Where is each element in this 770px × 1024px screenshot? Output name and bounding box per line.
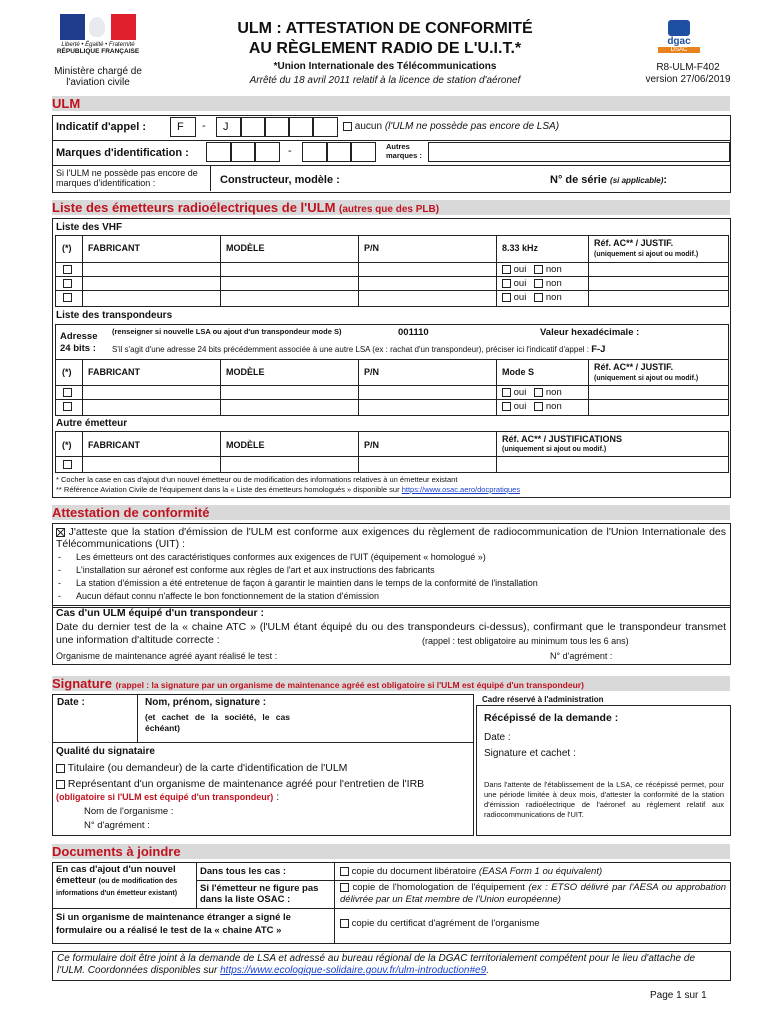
marques-box-2[interactable] [230, 142, 256, 162]
indicatif-box-5[interactable] [288, 117, 314, 137]
vhf-row-1 [63, 264, 72, 274]
recepisse-label: Récépissé de la demande : [484, 712, 619, 724]
vhf-row-3-checkbox[interactable] [63, 293, 72, 302]
indicatif-box-j[interactable]: J [216, 117, 242, 137]
footnote-2: ** Référence Aviation Civile de l'équipement dans la « Liste des émetteurs homologués » disponible sur https://www.osac.aero/docpratiques [56, 485, 521, 494]
marques-label: Marques d'identification : [56, 147, 189, 159]
vhf-row-3-non[interactable] [534, 293, 543, 302]
transp-row-1-checkbox[interactable] [63, 388, 72, 397]
valeur-hex-label: Valeur hexadécimale : [540, 327, 640, 338]
attestation-bullet-4: - Aucun défaut connu n'affecte le bon fonctionnement de la station d'émission [58, 591, 379, 601]
transp-row-1-modes: oui non [502, 387, 562, 398]
doc3-checkbox[interactable] [340, 919, 349, 928]
tous-cas: Dans tous les cas : [200, 866, 287, 877]
autres-marques-label: Autres marques : [386, 142, 422, 160]
titulaire-option: Titulaire (ou demandeur) de la carte d'identification de l'ULM [56, 762, 347, 774]
vhf-col-pn: P/N [364, 243, 380, 253]
indicatif-box-6[interactable] [312, 117, 338, 137]
autre-col-fabricant: FABRICANT [88, 440, 140, 450]
form-ref: R8-ULM-F402 [656, 62, 720, 73]
attestation-checkbox[interactable] [56, 528, 65, 537]
transp-row-2-modes: oui non [502, 401, 562, 412]
vhf-row-3-khz: oui non [502, 292, 562, 303]
signature-cachet: (et cachet de la société, le cas échéant) [145, 712, 290, 733]
doc2-option: copie de l'homologation de l'équipement (ex : ETSO délivré par l'AESA ou approbation délivrée par un Etat membre de l'Union européenne) [340, 882, 727, 905]
autre-col-ref: Réf. AC** / JUSTIFICATIONS [502, 434, 623, 444]
dgac-logo: dgac DSAC [658, 20, 700, 58]
doc1-option: copie du document libératoire (EASA Form 1 ou équivalent) [340, 866, 602, 877]
autre-row-1 [63, 459, 72, 469]
num-agrement-label: N° d'agrément : [84, 820, 150, 831]
section-documents: Documents à joindre [52, 844, 730, 859]
transp-row-2-checkbox[interactable] [63, 402, 72, 411]
section-attestation: Attestation de conformité [52, 505, 730, 520]
cas-ajout: En cas d'ajout d'un nouvel émetteur (ou de modification des informations d'un émetteur existant) [56, 864, 178, 897]
doc1-checkbox[interactable] [340, 867, 349, 876]
marques-box-1[interactable] [206, 142, 232, 162]
vhf-col-khz: 8.33 kHz [502, 243, 539, 253]
constructeur-label: Constructeur, modèle : [220, 174, 340, 186]
signature-date: Date : [57, 697, 85, 708]
transp-col-star: (*) [62, 367, 72, 377]
vhf-col-star: (*) [62, 243, 72, 253]
adresse-info: S'il s'agit d'une adresse 24 bits précédemment associée à une autre LSA (ex : rachat d'un transpondeur), préciser ici l'indicatif d'appel : F-J [112, 344, 606, 355]
qualite-title: Qualité du signataire [56, 746, 155, 757]
page-number: Page 1 sur 1 [650, 990, 707, 1001]
indicatif-box-f[interactable]: F [170, 117, 196, 137]
footer-link[interactable]: https://www.ecologique-solidaire.gouv.fr/ulm-introduction#e9 [220, 965, 487, 976]
transp-test-title: Cas d'un ULM équipé d'un transpondeur : [56, 607, 264, 619]
indicatif-box-4[interactable] [264, 117, 290, 137]
admin-text: Dans l'attente de l'établissement de la LSA, ce récépissé permet, pour une période limitée à deux mois, d'attester la conformité de la station d'émission radioélectrique de l'aéronef au règlement relatif aux radiocommunications de l'UIT. [484, 780, 724, 819]
indicatif-label: Indicatif d'appel : [56, 121, 147, 133]
marques-box-5[interactable] [326, 142, 352, 162]
nom-organisme-label: Nom de l'organisme : [84, 806, 174, 817]
rappel-note: (rappel : test obligatoire au minimum tous les 6 ans) [422, 636, 629, 646]
transp-col-ref: Réf. AC** / JUSTIF. [594, 362, 674, 372]
autres-marques-field[interactable] [428, 142, 730, 162]
footnote-1: * Cocher la case en cas d'ajout d'un nouvel émetteur ou de modification des informations relatives à un émetteur existant [56, 475, 458, 484]
autre-col-star: (*) [62, 440, 72, 450]
rf-name: RÉPUBLIQUE FRANÇAISE [56, 48, 140, 55]
form-version: version 27/06/2019 [645, 74, 731, 85]
transp-col-modele: MODÈLE [226, 367, 265, 377]
transp-col-ref-note: (uniquement si ajout ou modif.) [594, 375, 699, 382]
attestation-bullet-1: - Les émetteurs ont des caractéristiques conformes aux exigences de l'UIT (équipement « homologué ») [58, 552, 486, 562]
marques-box-6[interactable] [350, 142, 376, 162]
transp-col-pn: P/N [364, 367, 380, 377]
vhf-row-3 [63, 292, 72, 302]
transp-row-1 [63, 387, 72, 397]
autre-table [55, 431, 729, 473]
republique-logo [56, 14, 140, 62]
vhf-row-2-non[interactable] [534, 279, 543, 288]
page-title-line2: AU RÈGLEMENT RADIO DE L'U.I.T.* [248, 40, 522, 57]
adresse-label: Adresse 24 bits : [60, 331, 98, 354]
serie-label: N° de série (si applicable): [550, 174, 668, 186]
transp-row-1-oui[interactable] [502, 388, 511, 397]
indicatif-dash: - [202, 120, 206, 132]
admin-date: Date : [484, 732, 511, 743]
representant-option: Représentant d'un organisme de maintenance agréé pour l'entretien de l'IRB (obligatoire si l'ULM est équipé d'un transpondeur) : [56, 778, 425, 803]
ministry-label: Ministère chargé de l'aviation civile [54, 66, 142, 88]
attestation-text: J'atteste que la station d'émission de l'ULM est conforme aux exigences du règlement de radiocommunication de l'Union Internationale des Télécommunications (UIT) : [56, 526, 726, 550]
autre-col-ref-note: (uniquement si ajout ou modif.) [502, 446, 607, 453]
autre-col-pn: P/N [364, 440, 380, 450]
osac-case: Si l'émetteur ne figure pas dans la liste OSAC : [200, 883, 319, 905]
vhf-row-1-khz: oui non [502, 264, 562, 275]
transp-title: Liste des transpondeurs [56, 310, 173, 321]
indicatif-box-3[interactable] [240, 117, 266, 137]
uit-note: *Union Internationale des Télécommunications [273, 61, 497, 72]
agrement-label: N° d'agrément : [550, 651, 613, 661]
autre-col-modele: MODÈLE [226, 440, 265, 450]
transp-test-text: Date du dernier test de la « chaine ATC » (l'ULM étant équipé du ou des transpondeurs ci-dessus), confirmant que le transpondeur transmet une information d'altitude correcte : [56, 621, 726, 646]
admin-title: Cadre réservé à l'administration [482, 695, 604, 704]
etranger-case: Si un organisme de maintenance étranger a signé le formulaire ou a réalisé le test de la « chaine ATC » [56, 912, 291, 936]
marques-box-4[interactable] [302, 142, 328, 162]
aucun-option: aucun (l'ULM ne possède pas encore de LSA) [343, 121, 559, 132]
vhf-col-fabricant: FABRICANT [88, 243, 140, 253]
transp-row-1-non[interactable] [534, 388, 543, 397]
sans-marques-label: Si l'ULM ne possède pas encore de marques d'identification : [56, 168, 198, 188]
attestation-bullet-3: - La station d'émission a été entretenue de façon à garantir le maintien dans le temps de la conformité de l'installation [58, 578, 538, 588]
marques-box-3[interactable] [254, 142, 280, 162]
section-signature: Signature (rappel : la signature par un organisme de maintenance agréé est obligatoire si l'ULM est équipé d'un transpondeur) [52, 676, 730, 691]
vhf-col-modele: MODÈLE [226, 243, 265, 253]
vhf-row-1-checkbox[interactable] [63, 265, 72, 274]
autre-title: Autre émetteur [56, 418, 128, 429]
rf-motto: Liberté • Égalité • Fraternité [61, 42, 135, 48]
aucun-checkbox[interactable] [343, 122, 352, 131]
vhf-row-3-oui[interactable] [502, 293, 511, 302]
doc2-checkbox[interactable] [340, 883, 349, 892]
adresse-value[interactable]: 001110 [398, 327, 429, 338]
representant-checkbox[interactable] [56, 780, 65, 789]
doc3-option: copie du certificat d'agrément de l'organisme [340, 918, 540, 929]
osac-link[interactable]: https://www.osac.aero/docpratiques [401, 485, 521, 494]
transp-col-fabricant: FABRICANT [88, 367, 140, 377]
vhf-row-1-oui[interactable] [502, 265, 511, 274]
page-title-line1: ULM : ATTESTATION DE CONFORMITÉ [237, 20, 533, 37]
section-ulm: ULM [52, 96, 730, 111]
signature-nom: Nom, prénom, signature : [145, 697, 267, 708]
vhf-col-ref: Réf. AC** / JUSTIF. [594, 238, 674, 248]
transp-row-2 [63, 401, 72, 411]
adresse-note: (renseigner si nouvelle LSA ou ajout d'un transpondeur mode S) [112, 327, 342, 336]
vhf-row-2-khz: oui non [502, 278, 562, 289]
arrete-note: Arrêté du 18 avril 2011 relatif à la licence de station d'aéronef [249, 75, 521, 86]
transp-col-modes: Mode S [502, 367, 535, 377]
section-emetteurs: Liste des émetteurs radioélectriques de l'ULM (autres que des PLB) [52, 200, 730, 215]
titulaire-checkbox[interactable] [56, 764, 65, 773]
attestation-bullet-2: - L'installation sur aéronef est conforme aux règles de l'art et aux instructions des fabricants [58, 565, 435, 575]
marques-dash: - [288, 145, 292, 157]
organisme-label: Organisme de maintenance agréé ayant réalisé le test : [56, 651, 278, 661]
vhf-col-ref-note: (uniquement si ajout ou modif.) [594, 251, 699, 258]
autre-row-1-checkbox[interactable] [63, 460, 72, 469]
vhf-row-2-checkbox[interactable] [63, 279, 72, 288]
vhf-row-2-oui[interactable] [502, 279, 511, 288]
transp-row-2-non[interactable] [534, 402, 543, 411]
admin-sign: Signature et cachet : [484, 748, 576, 759]
vhf-row-1-non[interactable] [534, 265, 543, 274]
vhf-title: Liste des VHF [56, 222, 123, 233]
vhf-row-2 [63, 278, 72, 288]
footer-text: Ce formulaire doit être joint à la demande de LSA et adressé au bureau régional de la DGAC territorialement compétent pour le lieu d'attache de l'ULM. Coordonnées disponibles sur https://www.ecologique-solidaire.gouv.fr/ulm-introduction#e9. [57, 953, 696, 976]
transp-row-2-oui[interactable] [502, 402, 511, 411]
